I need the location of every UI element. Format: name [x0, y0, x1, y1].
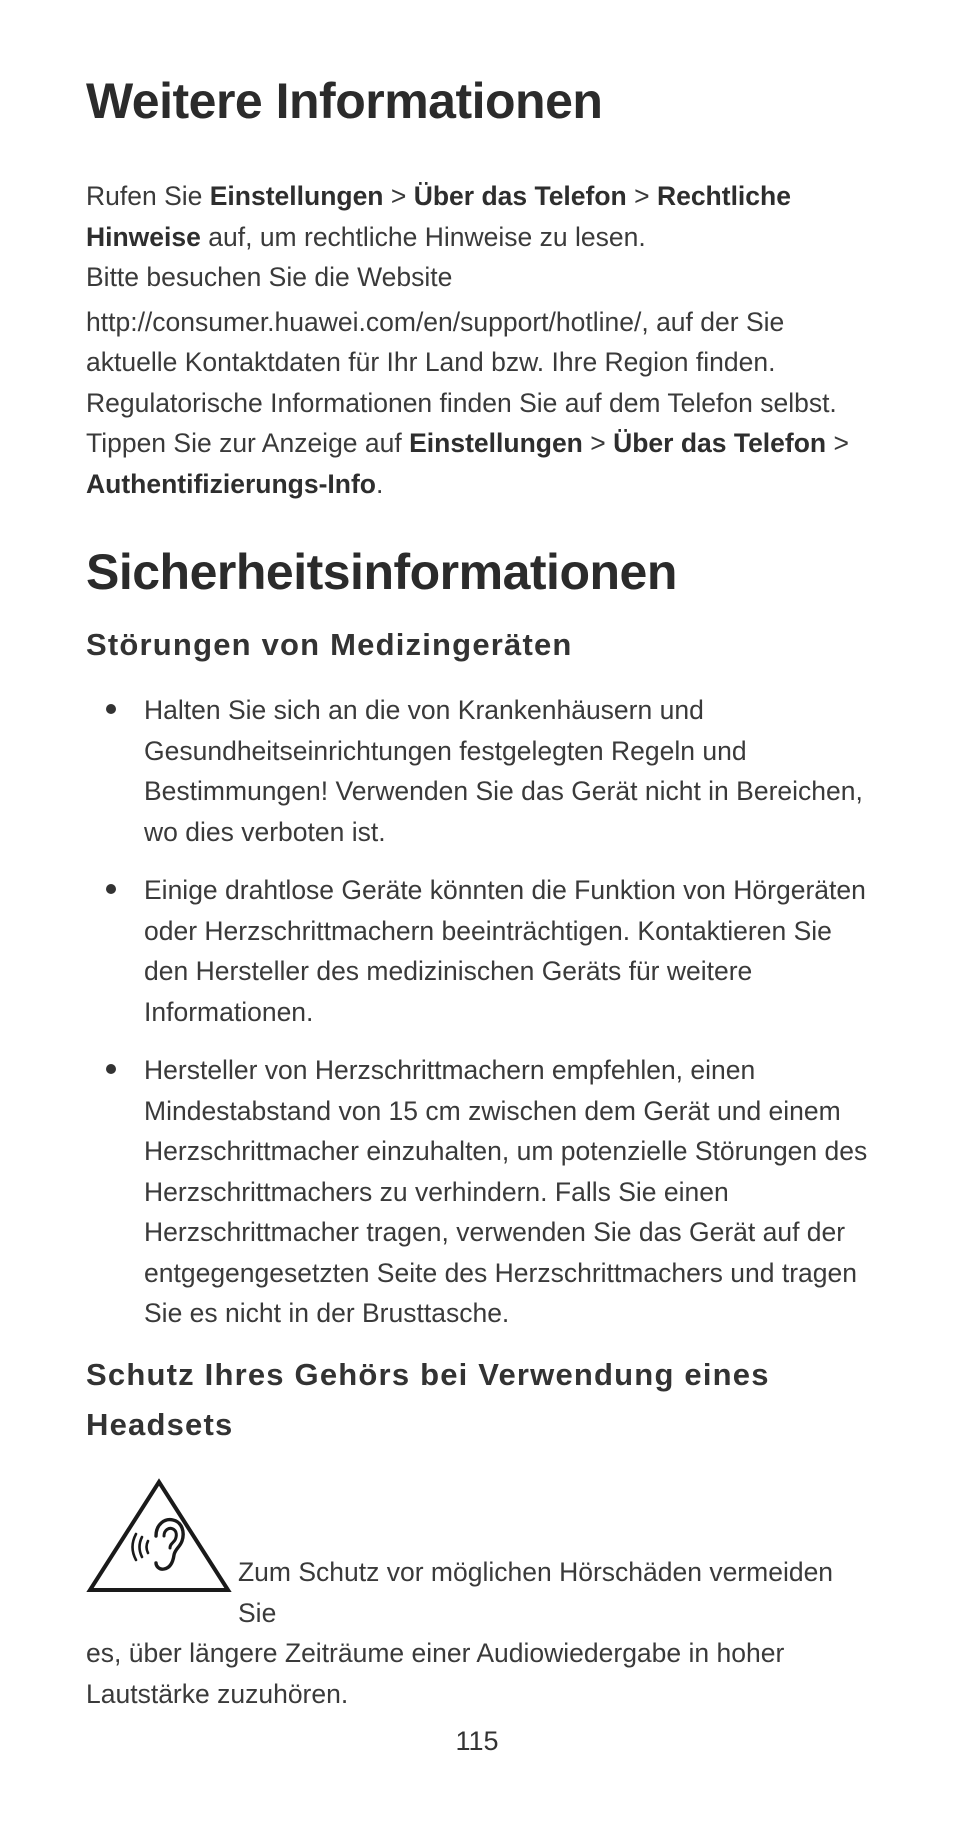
- subsection-title-hearing-protection: Schutz Ihres Gehörs bei Verwendung eines Headsets: [86, 1357, 770, 1442]
- intro-text: [86, 176, 876, 504]
- legal-notices-label: Rechtliche Hinweise: [86, 181, 791, 252]
- section-title-safety-info: Sicherheitsinformationen: [86, 544, 677, 600]
- hearing-warning-icon: [86, 1478, 232, 1594]
- about-phone-label: Über das Telefon: [613, 428, 827, 458]
- list-item: Hersteller von Herzschrittmachern empfehlen, einen Mindestabstand von 15 cm zwischen dem Gerät und einem Herzschrittmacher einzuhalten, um potenzielle Störungen des Herzschrittmachers zu verhindern. Falls Sie einen Herzschrittmacher tragen, verwenden Sie das Gerät auf der entgegengesetzten Seite des Herzschrittmachers und tragen Sie es nicht in der Brusttasche.: [86, 1050, 876, 1334]
- settings-label: Einstellungen: [209, 181, 384, 211]
- legal-notice-paragraph: Rufen Sie Einstellungen > Über das Telefon > Rechtliche Hinweise auf, um rechtliche Hinweise zu lesen.: [86, 181, 791, 252]
- about-phone-label: Über das Telefon: [413, 181, 627, 211]
- hearing-warning-block: [86, 1478, 876, 1714]
- list-item: Einige drahtlose Geräte könnten die Funktion von Hörgeräten oder Herzschrittmachern beeinträchtigen. Kontaktieren Sie den Hersteller des medizinischen Geräts für weitere Informationen.: [86, 870, 876, 1032]
- bullet-icon: [106, 1064, 116, 1074]
- section-title-further-info: Weitere Informationen: [86, 73, 603, 129]
- authentication-info-label: Authentifizierungs-Info: [86, 468, 376, 499]
- bullet-icon: [106, 884, 116, 894]
- website-intro-line: Bitte besuchen Sie die Website: [86, 262, 453, 292]
- bullet-list: [86, 870, 876, 1032]
- subsection-title-medical-devices: Störungen von Medizingeräten: [86, 627, 573, 662]
- settings-label: Einstellungen: [409, 428, 583, 458]
- website-url-paragraph: http://consumer.huawei.com/en/support/hotline/, auf der Sie aktuelle Kontaktdaten für Ihr Land bzw. Ihre Region finden.: [86, 306, 785, 377]
- bullet-list: [86, 1050, 876, 1334]
- page-number: 115: [455, 1726, 499, 1756]
- regulatory-info-paragraph: Regulatorische Informationen finden Sie auf dem Telefon selbst. Tippen Sie zur Anzeige auf Einstellungen > Über das Telefon > Authentifizierungs-Info.: [86, 387, 849, 499]
- bullet-list: [86, 690, 876, 852]
- hearing-warning-text: Zum Schutz vor möglichen Hörschäden vermeiden Sie es, über längere Zeiträume einer Audiowiedergabe in hoher Lautstärke zuzuhören.: [86, 1557, 834, 1709]
- bullet-icon: [106, 704, 116, 714]
- list-item: Halten Sie sich an die von Krankenhäusern und Gesundheitseinrichtungen festgelegten Regeln und Bestimmungen! Verwenden Sie das Gerät nicht in Bereichen, wo dies verboten ist.: [86, 690, 876, 852]
